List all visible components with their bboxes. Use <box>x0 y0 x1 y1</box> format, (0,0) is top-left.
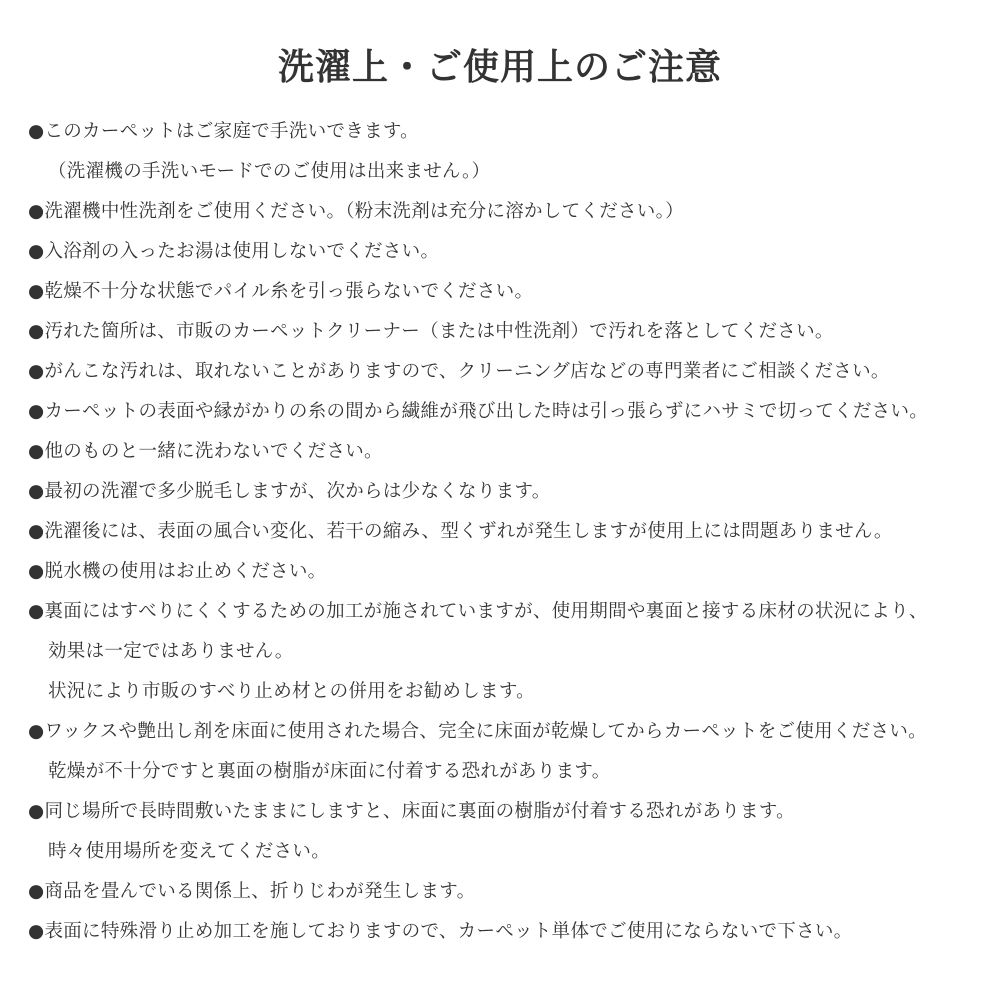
caution-item: ●洗濯機中性洗剤をご使用ください。（粉末洗剤は充分に溶かしてください。） <box>28 201 684 222</box>
caution-item: ●汚れた箇所は、市販のカーペットクリーナー（または中性洗剤）で汚れを落としてください。 <box>28 321 834 342</box>
caution-item: ●他のものと一緒に洗わないでください。 <box>28 441 383 462</box>
caution-item: ●ワックスや艶出し剤を床面に使用された場合、完全に床面が乾燥してからカーペットをご使用ください。 <box>28 721 927 742</box>
caution-item: ●同じ場所で長時間敷いたままにしますと、床面に裏面の樹脂が付着する恐れがあります。 <box>28 801 795 822</box>
caution-item: ●表面に特殊滑り止め加工を施しておりますので、カーペット単体でご使用にならないで下さい。 <box>28 921 853 942</box>
caution-item: ●カーペットの表面や縁がかりの糸の間から繊維が飛び出した時は引っ張らずにハサミで切ってください。 <box>28 401 929 422</box>
caution-continuation-line: 乾燥が不十分ですと裏面の樹脂が床面に付着する恐れがあります。 <box>48 761 611 782</box>
caution-list <box>28 112 998 952</box>
caution-continuation-line: （洗濯機の手洗いモードでのご使用は出来ません。） <box>48 161 491 182</box>
caution-continuation-line: 状況により市販のすべり止め材との併用をお勧めします。 <box>48 681 535 702</box>
caution-item: ●商品を畳んでいる関係上、折りじわが発生します。 <box>28 881 476 902</box>
page-title: 洗濯上・ご使用上のご注意 <box>277 47 722 88</box>
caution-item: ●脱水機の使用はお止めください。 <box>28 561 327 582</box>
caution-item: ●裏面にはすべりにくくするための加工が施されていますが、使用期間や裏面と接する床材の状況により、 <box>28 601 928 622</box>
caution-item: ●洗濯後には、表面の風合い変化、若干の縮み、型くずれが発生しますが使用上には問題ありません。 <box>28 521 893 542</box>
caution-continuation-line: 効果は一定ではありません。 <box>48 641 294 662</box>
caution-item: ●最初の洗濯で多少脱毛しますが、次からは少なくなります。 <box>28 481 551 502</box>
caution-item: ●乾燥不十分な状態でパイル糸を引っ張らないでください。 <box>28 281 534 302</box>
caution-item: ●がんこな汚れは、取れないことがありますので、クリーニング店などの専門業者にご相談ください。 <box>28 361 890 382</box>
caution-item: ●このカーペットはご家庭で手洗いできます。 <box>28 121 419 142</box>
caution-continuation-line: 時々使用場所を変えてください。 <box>48 841 331 862</box>
caution-item: ●入浴剤の入ったお湯は使用しないでください。 <box>28 241 440 262</box>
